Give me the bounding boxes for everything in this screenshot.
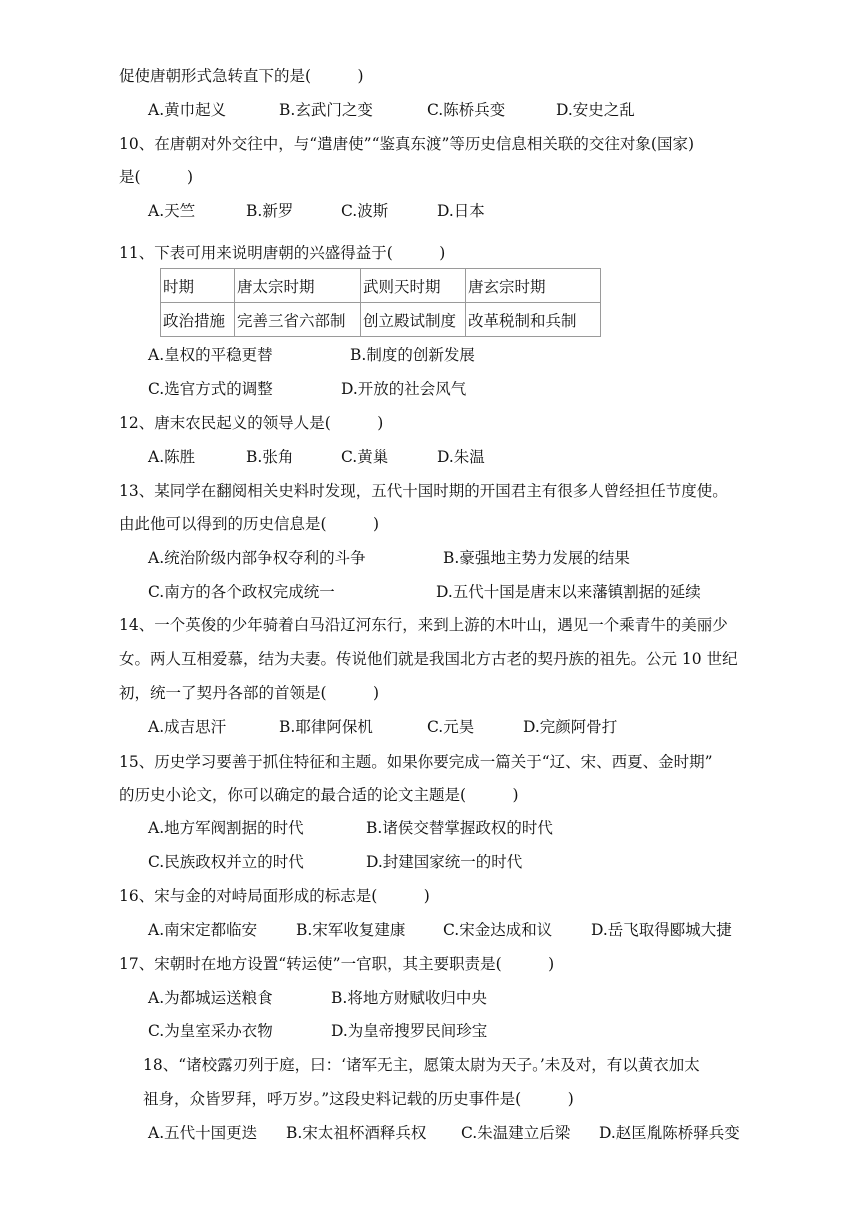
q12-option-a[interactable]: A.陈胜 xyxy=(148,448,196,466)
q15-stem-line2: 的历史小论文，你可以确定的最合适的论文主题是( ) xyxy=(119,786,519,804)
table-row xyxy=(161,269,601,303)
q13-option-a[interactable]: A.统治阶级内部争权夺利的斗争 xyxy=(148,549,366,567)
table-cell: 时期 xyxy=(161,269,235,303)
q17-option-a[interactable]: A.为都城运送粮食 xyxy=(148,989,273,1007)
q16-options xyxy=(148,920,732,940)
q17-options-row2 xyxy=(148,1021,487,1041)
q11-options-row2 xyxy=(148,379,466,399)
q16-option-d[interactable]: D.岳飞取得郾城大捷 xyxy=(591,921,732,939)
q18-stem-line1: 18、“诸校露刃列于庭，曰：‘诸军无主，愿策太尉为天子。’未及对，有以黄衣加太 xyxy=(143,1056,700,1074)
q16-option-a[interactable]: A.南宋定都临安 xyxy=(148,921,258,939)
q17-option-d[interactable]: D.为皇帝搜罗民间珍宝 xyxy=(331,1022,488,1040)
q11-option-d[interactable]: D.开放的社会风气 xyxy=(341,380,467,398)
q15-option-c[interactable]: C.民族政权并立的时代 xyxy=(148,853,304,871)
q9-options xyxy=(148,100,635,120)
q16-stem: 16、宋与金的对峙局面形成的标志是( ) xyxy=(119,887,430,905)
q14-option-b[interactable]: B.耶律阿保机 xyxy=(279,718,373,736)
q10-stem-line2: 是( ) xyxy=(119,168,194,186)
q14-stem-line1: 14、一个英俊的少年骑着白马沿辽河东行，来到上游的木叶山，遇见一个乘青牛的美丽少 xyxy=(119,616,728,634)
q16-option-c[interactable]: C.宋金达成和议 xyxy=(443,921,553,939)
q18-stem-line2: 祖身，众皆罗拜，呼万岁。”这段史料记载的历史事件是( ) xyxy=(143,1090,574,1108)
q11-option-c[interactable]: C.选官方式的调整 xyxy=(148,380,273,398)
q13-options-row2 xyxy=(148,582,701,602)
table-cell: 唐玄宗时期 xyxy=(466,269,601,303)
q10-option-a[interactable]: A.天竺 xyxy=(148,202,196,220)
q9-option-d[interactable]: D.安史之乱 xyxy=(556,101,635,119)
q14-option-d[interactable]: D.完颜阿骨打 xyxy=(523,718,618,736)
q18-option-d[interactable]: D.赵匡胤陈桥驿兵变 xyxy=(599,1124,740,1142)
table-row xyxy=(161,303,601,337)
q15-option-a[interactable]: A.地方军阀割据的时代 xyxy=(148,819,304,837)
q18-options xyxy=(148,1123,740,1143)
q17-option-b[interactable]: B.将地方财赋收归中央 xyxy=(331,989,487,1007)
table-cell: 政治措施 xyxy=(161,303,235,337)
q16-option-b[interactable]: B.宋军收复建康 xyxy=(296,921,406,939)
q18-option-a[interactable]: A.五代十国更迭 xyxy=(148,1124,258,1142)
q11-option-a[interactable]: A.皇权的平稳更替 xyxy=(148,346,273,364)
q15-stem-line1: 15、历史学习要善于抓住特征和主题。如果你要完成一篇关于“辽、宋、西夏、金时期” xyxy=(119,753,713,771)
q11-options-row1 xyxy=(148,345,475,365)
q14-option-a[interactable]: A.成吉思汗 xyxy=(148,718,227,736)
q13-stem-line1: 13、某同学在翻阅相关史料时发现，五代十国时期的开国君主有很多人曾经担任节度使。 xyxy=(119,482,728,500)
q10-option-b[interactable]: B.新罗 xyxy=(246,202,294,220)
q14-option-c[interactable]: C.元昊 xyxy=(427,718,475,736)
q12-stem: 12、唐末农民起义的领导人是( ) xyxy=(119,414,384,432)
table-cell: 改革税制和兵制 xyxy=(466,303,601,337)
q12-options xyxy=(148,447,485,467)
q9-stem: 促使唐朝形式急转直下的是( ) xyxy=(119,67,364,85)
q14-stem-line3: 初，统一了契丹各部的首领是( ) xyxy=(119,684,380,702)
q11-option-b[interactable]: B.制度的创新发展 xyxy=(350,346,475,364)
q17-options-row1 xyxy=(148,988,487,1008)
q14-stem-line2: 女。两人互相爱慕，结为夫妻。传说他们就是我国北方古老的契丹族的祖先。公元 10 世纪 xyxy=(119,650,738,668)
q11-stem: 11、下表可用来说明唐朝的兴盛得益于( ) xyxy=(119,244,446,262)
table-cell: 完善三省六部制 xyxy=(235,303,361,337)
q13-stem-line2: 由此他可以得到的历史信息是( ) xyxy=(119,515,380,533)
q15-option-d[interactable]: D.封建国家统一的时代 xyxy=(366,853,523,871)
q15-options-row2 xyxy=(148,852,522,872)
q18-option-c[interactable]: C.朱温建立后梁 xyxy=(461,1124,571,1142)
q15-options-row1 xyxy=(148,818,553,838)
q13-option-c[interactable]: C.南方的各个政权完成统一 xyxy=(148,583,335,601)
q10-option-d[interactable]: D.日本 xyxy=(437,202,485,220)
q17-option-c[interactable]: C.为皇室采办衣物 xyxy=(148,1022,273,1040)
q11-table xyxy=(160,268,601,337)
q12-option-d[interactable]: D.朱温 xyxy=(437,448,485,466)
q13-option-b[interactable]: B.豪强地主势力发展的结果 xyxy=(443,549,630,567)
q18-option-b[interactable]: B.宋太祖杯酒释兵权 xyxy=(286,1124,427,1142)
q10-option-c[interactable]: C.波斯 xyxy=(341,202,389,220)
q13-options-row1 xyxy=(148,548,630,568)
q9-option-a[interactable]: A.黄巾起义 xyxy=(148,101,227,119)
q10-stem-line1: 10、在唐朝对外交往中，与“遣唐使”“鉴真东渡”等历史信息相关联的交往对象(国家) xyxy=(119,135,695,153)
table-cell: 武则天时期 xyxy=(361,269,466,303)
q15-option-b[interactable]: B.诸侯交替掌握政权的时代 xyxy=(366,819,553,837)
q13-option-d[interactable]: D.五代十国是唐末以来藩镇割据的延续 xyxy=(436,583,701,601)
table-cell: 唐太宗时期 xyxy=(235,269,361,303)
q9-option-c[interactable]: C.陈桥兵变 xyxy=(427,101,506,119)
q12-option-c[interactable]: C.黄巢 xyxy=(341,448,389,466)
q17-stem: 17、宋朝时在地方设置“转运使”一官职，其主要职责是( ) xyxy=(119,955,555,973)
table-cell: 创立殿试制度 xyxy=(361,303,466,337)
q12-option-b[interactable]: B.张角 xyxy=(246,448,294,466)
q14-options xyxy=(148,717,617,737)
q9-option-b[interactable]: B.玄武门之变 xyxy=(279,101,373,119)
q10-options xyxy=(148,201,485,221)
